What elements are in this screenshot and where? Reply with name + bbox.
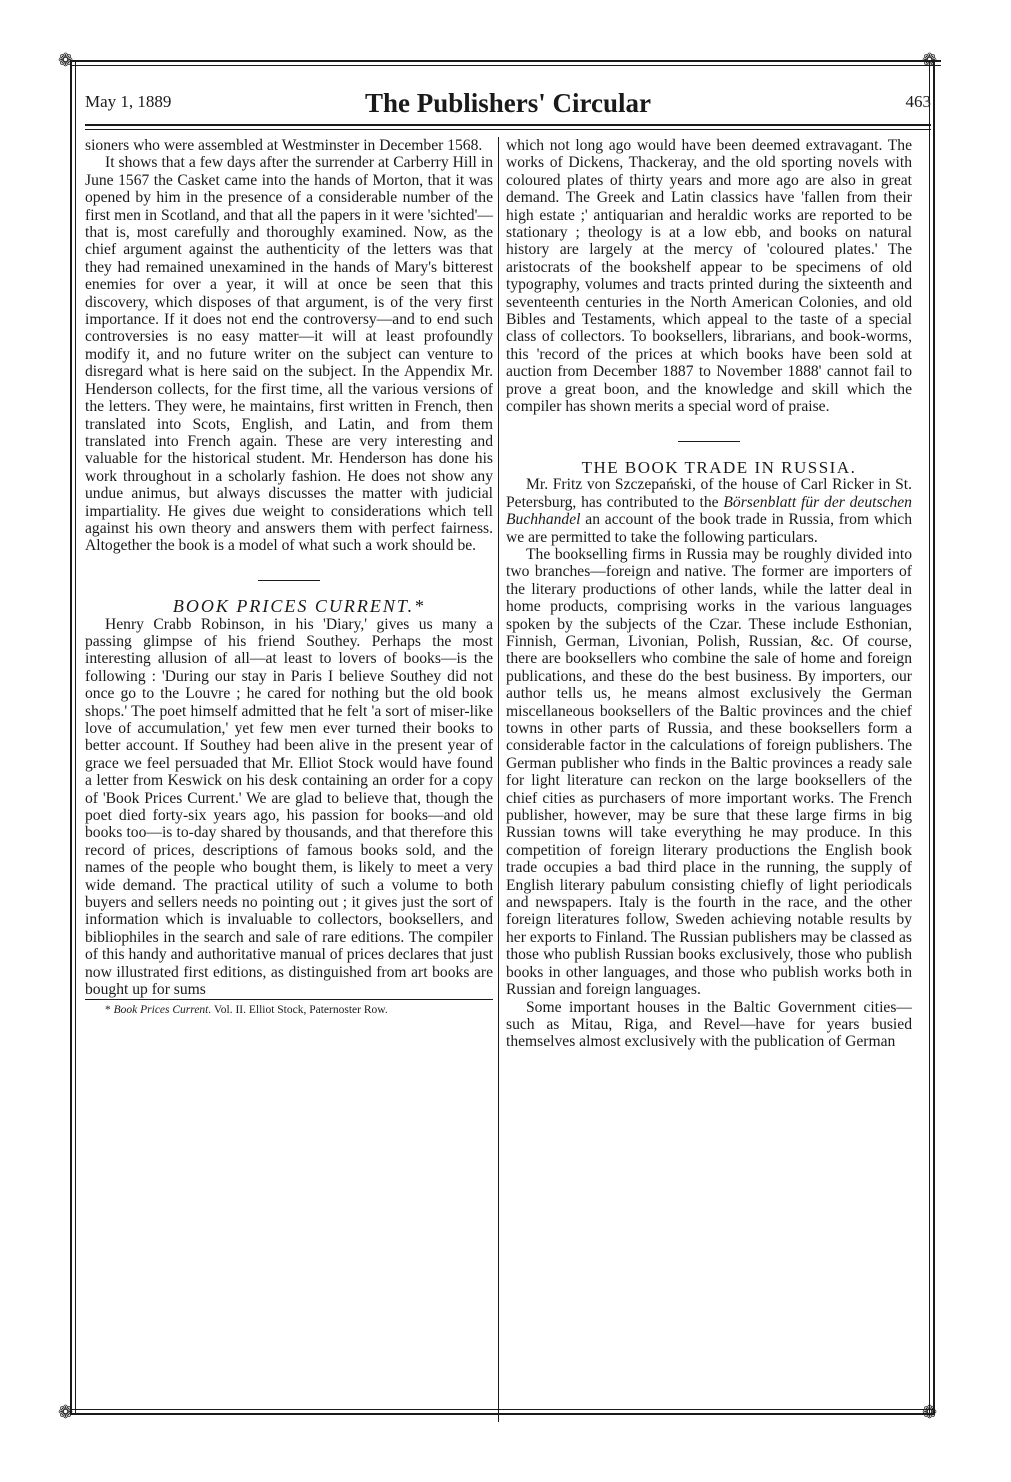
section-title-book-trade-russia: THE BOOK TRADE IN RUSSIA. [581, 457, 857, 477]
left-paragraph-1: sioners who were assembled at Westminster in December 1568. [85, 137, 483, 154]
header-rule [85, 124, 931, 126]
left-paragraph-2: It shows that a few days after the surrender at Carberry Hill in June 1567 the Casket came into the hands of Morton, that it was opened by him in the presence of a considerable number of the first men in Scotland, and that all the papers in it were 'sichted'—that is, most carefully and thoroughly examined. Now, as the chief argument against the authenticity of the letters was that they had remained unexamined in the hands of Mary's bitterest enemies for over a year, it will at once be seen that this discovery, which disposes of that argument, is of the very first importance. If it does not end the controversy—and to end such controversies is no easy matter—it will at least profoundly modify it, and no future writer on the subject can venture to disregard what is here said on the subject. In the Appendix Mr. Henderson collects, for the first time, all the various versions of the letters. They were, he maintains, first written in French, then translated into Scots, English, and Latin, and from them translated into French again. These are very interesting and valuable for the historical student. Mr. Henderson has done his work throughout in a scholarly fashion. He does not show any undue animus, but always discusses the matter with judicial impartiality. He gives due weight to considerations which tell against his own theory and answers them with perfect fairness. Altogether the book is a model of what such a work should be. [85, 154, 493, 555]
top-border-rule-inner [70, 65, 941, 66]
publication-title: The Publishers' Circular [364, 88, 652, 118]
top-border-rule [70, 60, 941, 62]
p2-journal-title: Börsenblatt für der deutschen Buchhandel [506, 493, 912, 529]
section-separator [85, 569, 493, 586]
right-paragraph-2 [506, 476, 912, 546]
section-separator-right [506, 430, 912, 447]
section-title-book-prices: BOOK PRICES CURRENT.* [172, 596, 426, 617]
bottom-border-rule-inner [70, 1409, 935, 1410]
column-divider [498, 137, 499, 1422]
right-border-rule [933, 60, 935, 1415]
separator-ornament-right [678, 441, 740, 442]
left-border-rule-inner [75, 60, 76, 1415]
footnote-details: Vol. II. Elliot Stock, Paternoster Row. [211, 1003, 388, 1016]
footnote-book-title: Book Prices Current. [113, 1003, 212, 1016]
page-number: 463 [905, 92, 931, 111]
p2-text-b: an account of the book trade in Russia, from which we are permitted to take the following particulars. [506, 511, 912, 546]
right-border-rule-inner [929, 60, 930, 1415]
corner-ornament-top-right: ❁ [922, 50, 938, 71]
right-paragraph-3: The bookselling firms in Russia may be roughly divided into two branches—foreign and native. The former are importers of the literary productions of other lands, while the latter deal in home products, comprising works in the various languages spoken by the subjects of the Czar. These include Esthonian, Finnish, German, Livonian, Polish, Russian, &c. Of course, there are booksellers who combine the sale of home and foreign publications, and these do the best business. By importers, our author tells us, he means almost exclusively the German miscellaneous booksellers of the Baltic provinces and the chief towns in other parts of Russia, and these booksellers form a considerable factor in the calculations of foreign publishers. The German publisher who finds in the Baltic provinces a ready sale for light literature can reckon on the large booksellers of the chief cities as purchasers of more important works. The French publisher, however, may be sure that these large firms in big Russian towns will take everything he may produce. In this competition of foreign literary productions the English book trade occupies a bad third place in the running, the supply of English literary pabulum consisting chiefly of light periodicals and newspapers. Italy is the fourth in the race, and the other foreign literatures follow, Sweden achieving notable results by her exports to Finland. The Russian publishers may be classed as those who publish Russian books exclusively, those who publish books in other languages, and those who publish works both in Russian and foreign languages. [506, 545, 912, 999]
issue-date: May 1, 1889 [85, 92, 172, 111]
page-header [85, 88, 931, 118]
separator-ornament [258, 580, 320, 581]
left-column [85, 137, 493, 1017]
footnote [85, 999, 493, 1017]
left-border-rule [70, 60, 72, 1415]
corner-ornament-top-left: ❁ [58, 50, 74, 71]
left-paragraph-3: Henry Crabb Robinson, in his 'Diary,' gives us many a passing glimpse of his friend Southey. Perhaps the most interesting allusion of all—at least to lovers of books—is the following : 'During our stay in Paris I believe Southey did not once go to the Louvre ; he cared for nothing but the old book shops.' The poet himself admitted that he felt 'a sort of miser-like love of accumulation,' yet few men ever turned their books to better account. If Southey had been alive in the present year of grace we feel persuaded that Mr. Elliot Stock would have found a letter from Keswick on his desk containing an order for a copy of 'Book Prices Current.' We are glad to believe that, though the poet died forty-six years ago, his passion for books—and old books too—is to-day shared by thousands, and that therefore this record of prices, descriptions of famous books sold, and the names of the people who bought them, is likely to meet a very wide demand. The practical utility of such a volume to both buyers and sellers needs no pointing out ; it gives just the sort of information which is invaluable to collectors, booksellers, and bibliophiles in the search and sale of rare editions. The compiler of this handy and authoritative manual of prices declares that just now illustrated first editions, as distinguished from art books are bought up for sums [85, 615, 493, 999]
right-column [506, 137, 912, 1051]
header-rule-thin [85, 129, 931, 130]
right-paragraph-1: which not long ago would have been deemed extravagant. The works of Dickens, Thackeray, and the old sporting novels with coloured plates of thirty years and more ago are also in great demand. The Greek and Latin classics have 'fallen from their high estate ;' antiquarian and heraldic works are reported to be stationary ; theology is at a low ebb, and books on natural history are largely at the mercy of 'coloured plates.' The aristocrats of the bookshelf appear to be specimens of old typography, volumes and tracts printed during the sixteenth and seventeenth centuries in the North American Colonies, and old Bibles and Testaments, which appeal to the taste of a special class of collectors. To booksellers, librarians, and book-worms, this 'record of the prices at which books have been sold at auction from December 1887 to November 1888' cannot fail to prove a great boon, and the knowledge and skill which the compiler has shown merits a special word of praise. [506, 137, 912, 416]
corner-ornament-bottom-right: ❁ [922, 1402, 938, 1423]
p2-text-a: Mr. Fritz von Szczepański, of the house of Carl Ricker in St. Petersburg, has contributed to the [506, 476, 912, 511]
right-paragraph-4: Some important houses in the Baltic Government cities—such as Mitau, Riga, and Revel—have for years busied themselves almost exclusively with the publication of German [506, 998, 912, 1051]
footnote-mark: * [105, 1003, 114, 1016]
corner-ornament-bottom-left: ❁ [58, 1402, 74, 1423]
bottom-border-rule [70, 1413, 935, 1415]
